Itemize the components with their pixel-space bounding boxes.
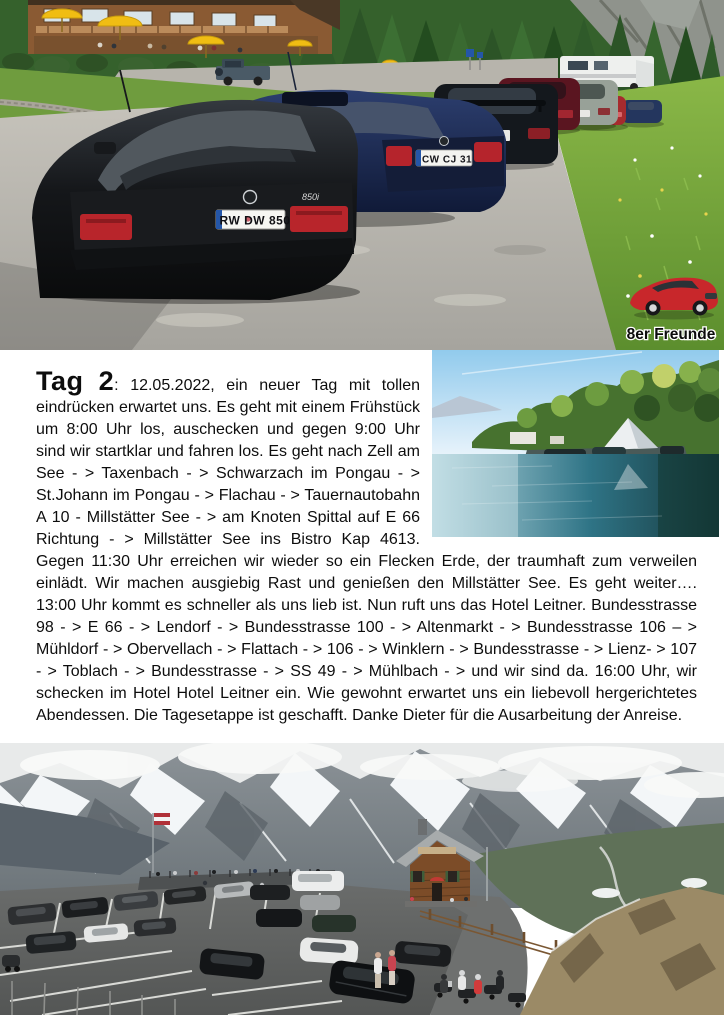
second-car-plate-text: CW CJ 31 (421, 154, 473, 166)
open-sunroof (282, 92, 348, 106)
top-photo-illustration (0, 0, 724, 350)
license-plate-front (216, 210, 290, 229)
front-car-plate-text: RW DW 850 (219, 213, 291, 228)
white-crossover (299, 937, 359, 965)
license-plate-second (416, 150, 472, 166)
top-photo-bmw-meet (0, 0, 724, 350)
bmw-roundel-icon (244, 191, 257, 204)
article-tag2 (0, 350, 724, 727)
club-logo-caption: 8er Freunde (626, 326, 716, 343)
bottom-photo-illustration (0, 743, 724, 1015)
lake-photo-illustration (432, 346, 719, 537)
article-body-text: : 12.05.2022, ein neuer Tag mit tollen eindrücken erwartet uns. Es geht mit einem Frühstück um 8:00 Uhr los, auschecken und gegen 9:00 Uhr sind wir startklar und fahren los. Es geht nach Zell am See - > Taxenbach - > Schwarzach im Pongau - > St.Johann im Pongau - > Flachau - > Tauernautobahn A 10 - Millstätter See - > am Knoten Spittal auf E 66 Richtung - > Millstätter See ins Bistro Kap 4613. Gegen 11:30 Uhr erreichen wir wieder so ein Flecken Erde, der traumhaft zum verweilen einlädt. Wir machen ausgiebig Rast und genießen den Millstätter See. Es geht weiter…. 13:00 Uhr kommt es schneller als uns lieb ist. Nun ruft uns das Hotel Leitner. Bundesstrasse 98 - > E 66 - > Lendorf - > Bundesstrasse 100 - > Altenmarkt - > Bundesstrasse 106 – > Mühldorf - > Obervellach - > Flattach - > 106 - > Winklern - > Bundesstrasse - > Lienz- > 107 - > Toblach - > Bundesstrasse - > SS 49 - > Mühlbach - > und wir sind da. 16:00 Uhr, wir schecken im Hotel Hotel Leitner ein. Wie gewohnt erwartet uns ein liebevoll hergerichtetes Abendessen. Die Tagesetappe ist geschafft. Danke Dieter für die Ausarbeitung der Anreise. (36, 377, 697, 724)
lake-photo-millstaetter-see (432, 346, 719, 537)
bottom-photo-alpine-pass (0, 743, 724, 1015)
hut-sign (418, 847, 456, 854)
model-badge-text: 850i (302, 192, 320, 202)
car-blue-small (620, 100, 664, 128)
article-heading: Tag 2 (36, 366, 115, 396)
side-mirror (94, 142, 116, 154)
